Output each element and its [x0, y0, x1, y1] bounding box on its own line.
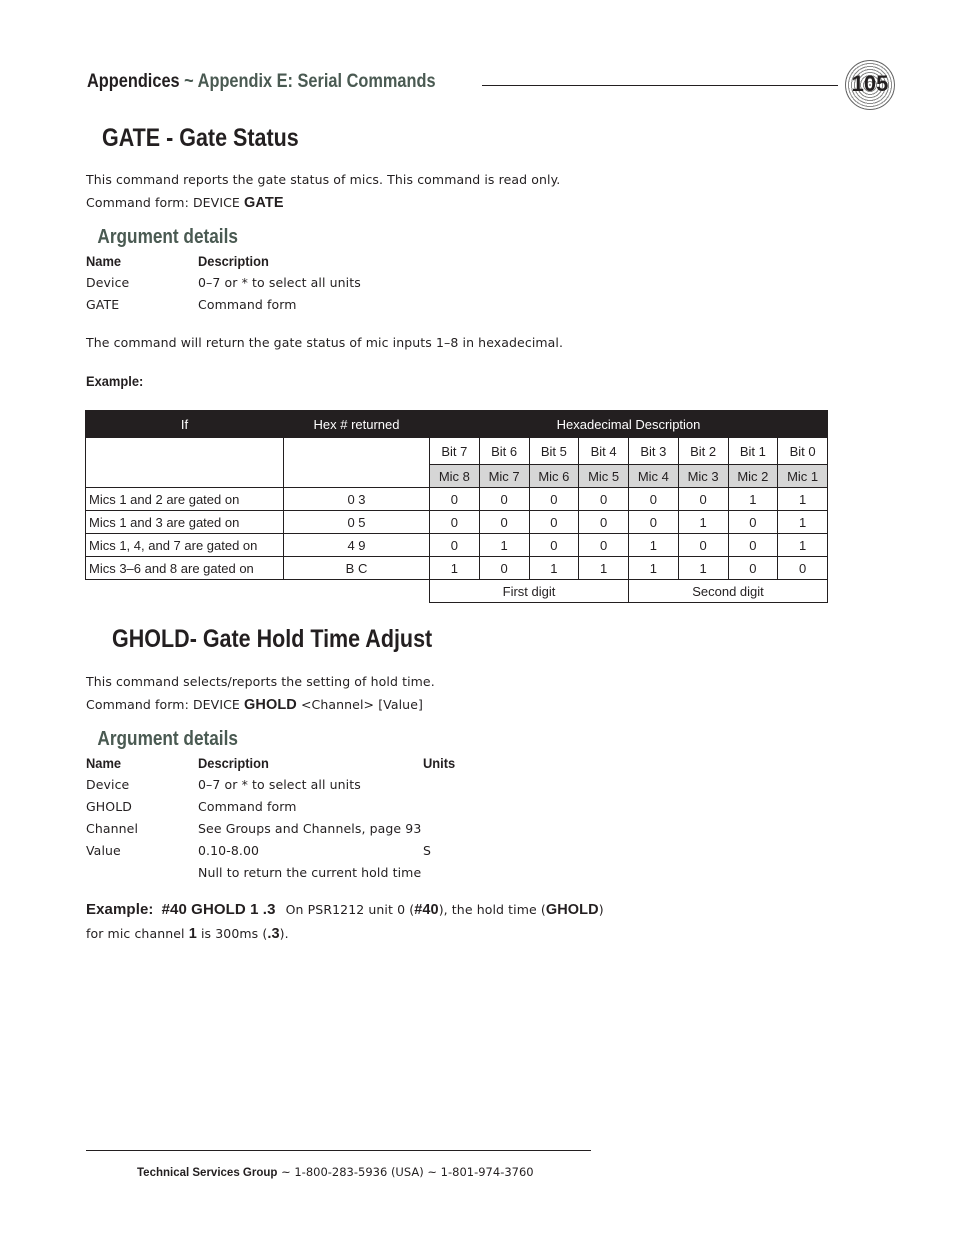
command-form-label: Command form: DEVICE [86, 697, 240, 712]
gate-return-text: The command will return the gate status of mic inputs 1–8 in hexadecimal. [86, 335, 564, 350]
ghold-arg-desc: Null to return the current hold time [198, 865, 422, 880]
row-bit: 0 [728, 557, 778, 580]
footer-phone-intl: 1-801-974-3760 [440, 1165, 534, 1179]
bit-label: Bit 0 [778, 438, 828, 465]
row-bit: 0 [529, 488, 579, 511]
row-bit: 0 [778, 557, 828, 580]
gate-example-label: Example: [86, 373, 144, 389]
row-bit: 1 [678, 511, 728, 534]
table-bits-row [86, 438, 828, 465]
table-row [86, 557, 828, 580]
bit-label: Bit 7 [430, 438, 480, 465]
command-form-cmd: GHOLD [244, 697, 297, 713]
row-bit: 0 [479, 557, 529, 580]
example-text: On PSR1212 unit 0 ( [285, 902, 415, 917]
row-bit: 0 [430, 534, 480, 557]
ghold-col-name: Name [86, 755, 122, 771]
bit-label: Bit 4 [579, 438, 629, 465]
example-bold: GHOLD [545, 902, 599, 918]
example-text: for mic channel [86, 926, 185, 941]
ghold-arg-desc: 0–7 or * to select all units [198, 777, 361, 792]
row-if: Mics 1, 4, and 7 are gated on [86, 534, 284, 557]
table-head-hex: Hex # returned [284, 411, 430, 438]
footer-rule [86, 1150, 591, 1151]
table-head-desc: Hexadecimal Description [430, 411, 828, 438]
example-text: ). [279, 926, 289, 941]
footer-phone-usa: 1-800-283-5936 (USA) [294, 1165, 424, 1179]
gate-col-name: Name [86, 253, 122, 269]
mic-label: Mic 4 [629, 465, 679, 488]
ghold-arg-heading: Argument details [97, 728, 238, 750]
gate-intro: This command reports the gate status of mics. This command is read only. [86, 172, 561, 187]
row-if: Mics 3–6 and 8 are gated on [86, 557, 284, 580]
page-number-badge [845, 60, 895, 110]
row-bit: 1 [728, 488, 778, 511]
table-header-row [86, 411, 828, 438]
mic-label: Mic 3 [678, 465, 728, 488]
example-text: is 300ms ( [200, 926, 268, 941]
row-hex: 4 9 [284, 534, 430, 557]
example-bold: .3 [267, 926, 280, 942]
table-cell-empty [86, 580, 284, 603]
ghold-arg-name: GHOLD [86, 799, 133, 814]
row-if: Mics 1 and 3 are gated on [86, 511, 284, 534]
page-number: 105 [851, 71, 889, 96]
gate-arg-name: Device [86, 275, 130, 290]
row-bit: 0 [678, 488, 728, 511]
row-bit: 1 [629, 534, 679, 557]
ghold-arg-desc: 0.10-8.00 [198, 843, 260, 858]
table-cell-empty [86, 438, 284, 488]
table-digits-row [86, 580, 828, 603]
ghold-col-units: Units [423, 755, 456, 771]
bit-label: Bit 5 [529, 438, 579, 465]
command-form-rest: <Channel> [Value] [300, 697, 423, 712]
gate-command-form [86, 195, 284, 211]
mic-label: Mic 5 [579, 465, 629, 488]
row-bit: 0 [479, 511, 529, 534]
ghold-section-title: GHOLD- Gate Hold Time Adjust [112, 625, 433, 653]
gate-section-title: GATE - Gate Status [102, 124, 299, 152]
row-bit: 0 [579, 534, 629, 557]
row-bit: 0 [430, 511, 480, 534]
table-row [86, 511, 828, 534]
footer-sep: ~ [281, 1165, 291, 1179]
header-section: Appendices [87, 71, 180, 92]
gate-arg-desc: 0–7 or * to select all units [198, 275, 361, 290]
bit-label: Bit 1 [728, 438, 778, 465]
header-separator: ~ [184, 71, 194, 92]
ghold-command-form [86, 697, 423, 713]
gate-arg-heading: Argument details [97, 226, 238, 248]
row-bit: 0 [529, 534, 579, 557]
row-bit: 1 [579, 557, 629, 580]
gate-hex-table [85, 410, 828, 603]
table-head-if: If [86, 411, 284, 438]
header-subsection: Appendix E: Serial Commands [197, 71, 436, 92]
gate-arg-name: GATE [86, 297, 120, 312]
row-hex: 0 5 [284, 511, 430, 534]
example-label: Example: [86, 901, 154, 918]
bit-label: Bit 6 [479, 438, 529, 465]
row-bit: 1 [778, 534, 828, 557]
mic-label: Mic 7 [479, 465, 529, 488]
second-digit-label: Second digit [629, 580, 828, 603]
row-bit: 0 [728, 534, 778, 557]
row-bit: 0 [430, 488, 480, 511]
row-bit: 0 [629, 488, 679, 511]
ghold-arg-name: Device [86, 777, 130, 792]
row-bit: 0 [479, 488, 529, 511]
bit-label: Bit 3 [629, 438, 679, 465]
ghold-arg-name: Channel [86, 821, 139, 836]
gate-col-desc: Description [198, 253, 269, 269]
ghold-arg-desc: Command form [198, 799, 297, 814]
row-bit: 0 [529, 511, 579, 534]
row-bit: 1 [778, 488, 828, 511]
command-form-cmd: GATE [244, 195, 284, 211]
mic-label: Mic 1 [778, 465, 828, 488]
command-form-label: Command form: DEVICE [86, 195, 240, 210]
example-command: #40 GHOLD 1 .3 [161, 901, 276, 918]
ghold-example-line2 [86, 926, 289, 942]
first-digit-label: First digit [430, 580, 629, 603]
mic-label: Mic 2 [728, 465, 778, 488]
ghold-col-desc: Description [198, 755, 269, 771]
ghold-example [86, 901, 604, 918]
example-bold: #40 [414, 902, 439, 918]
ghold-arg-units: S [423, 843, 432, 858]
row-bit: 0 [579, 488, 629, 511]
ghold-arg-desc: See Groups and Channels, page 93 [198, 821, 422, 836]
gate-arg-desc: Command form [198, 297, 297, 312]
row-bit: 1 [479, 534, 529, 557]
footer-sep: ~ [427, 1165, 438, 1179]
footer [137, 1165, 534, 1179]
row-bit: 1 [678, 557, 728, 580]
row-if: Mics 1 and 2 are gated on [86, 488, 284, 511]
row-bit: 0 [629, 511, 679, 534]
bit-label: Bit 2 [678, 438, 728, 465]
mic-label: Mic 8 [430, 465, 480, 488]
ghold-intro: This command selects/reports the setting of hold time. [86, 674, 435, 689]
table-cell-empty [284, 580, 430, 603]
row-bit: 1 [778, 511, 828, 534]
row-bit: 0 [728, 511, 778, 534]
header-rule [482, 85, 838, 86]
row-hex: 0 3 [284, 488, 430, 511]
row-bit: 0 [579, 511, 629, 534]
row-bit: 1 [430, 557, 480, 580]
table-row [86, 488, 828, 511]
row-hex: B C [284, 557, 430, 580]
running-header [87, 71, 436, 93]
example-text: ) [598, 902, 604, 917]
table-cell-empty [284, 438, 430, 488]
ghold-arg-name: Value [86, 843, 121, 858]
row-bit: 0 [678, 534, 728, 557]
mic-label: Mic 6 [529, 465, 579, 488]
example-bold: 1 [188, 926, 197, 942]
row-bit: 1 [629, 557, 679, 580]
footer-org: Technical Services Group [137, 1167, 278, 1179]
table-row [86, 534, 828, 557]
row-bit: 1 [529, 557, 579, 580]
example-text: ), the hold time ( [438, 902, 546, 917]
